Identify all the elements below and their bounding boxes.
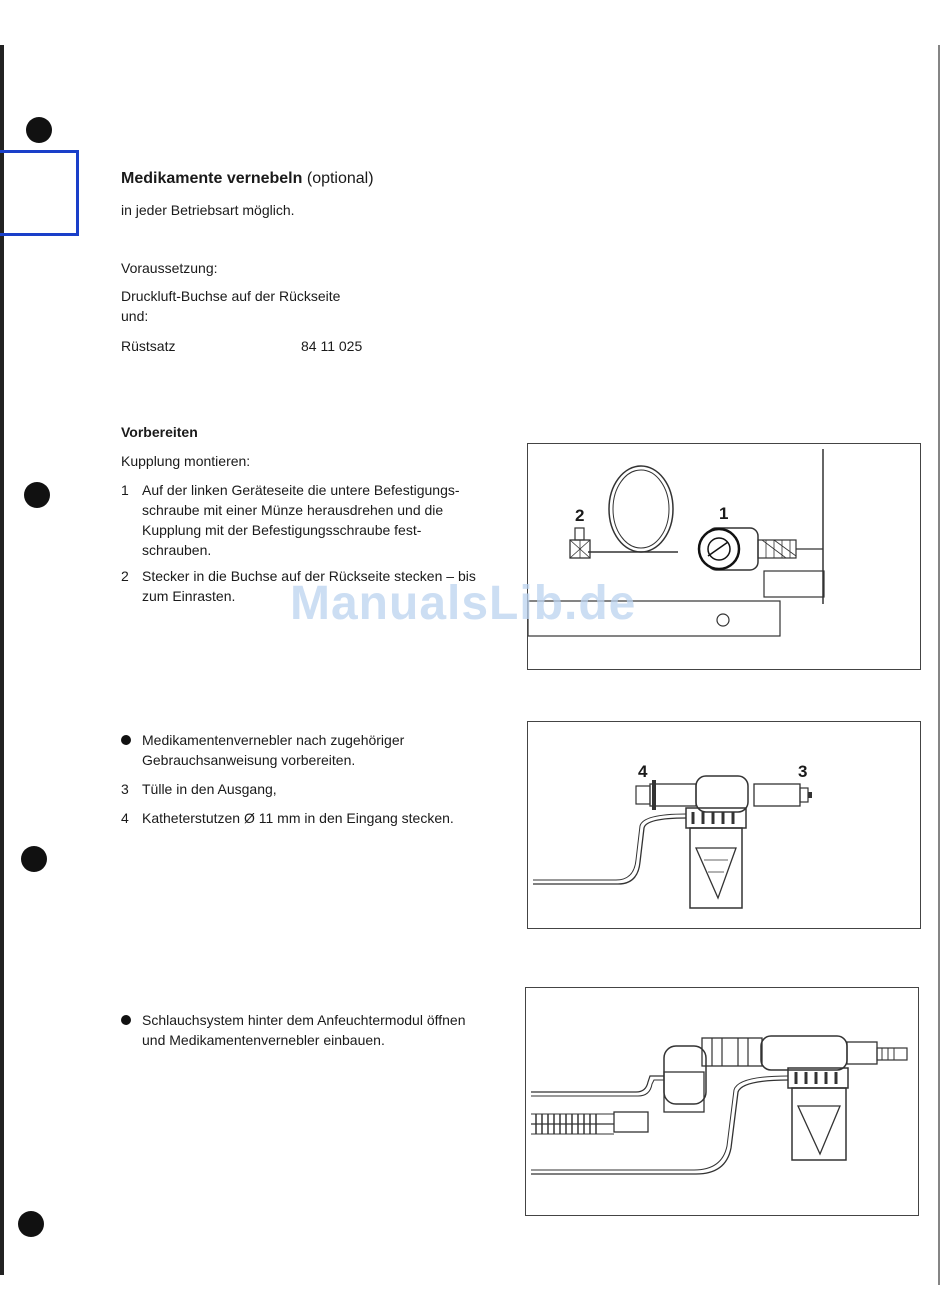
requirements-label: Voraussetzung:	[121, 260, 218, 276]
right-edge	[938, 45, 940, 1285]
prepare-intro: Kupplung montieren:	[121, 453, 251, 469]
punch-hole-4	[18, 1211, 44, 1237]
step-number: 3	[121, 781, 129, 797]
title-main: Medikamente vernebeln	[121, 170, 303, 187]
step-number: 4	[121, 810, 129, 826]
fig1-label-1: 1	[719, 504, 729, 523]
step-number: 1	[121, 482, 129, 498]
figure-hose-system	[525, 987, 919, 1216]
page-subtitle: in jeder Betriebsart möglich.	[121, 202, 295, 218]
bullet-line: Schlauchsystem hinter dem Anfeuchtermodul öffnen	[142, 1012, 466, 1028]
punch-hole-3	[21, 846, 47, 872]
step-line: Kupplung mit der Befestigungsschraube fest-	[142, 522, 422, 538]
prepare-heading: Vorbereiten	[121, 424, 198, 440]
figure-nebulizer	[527, 721, 921, 929]
kit-number: 84 11 025	[301, 338, 363, 354]
step-line: Stecker in die Buchse auf der Rückseite stecken – bis	[142, 568, 476, 584]
requirements-line1: Druckluft-Buchse auf der Rückseite	[121, 288, 341, 304]
step-line: zum Einrasten.	[142, 588, 236, 604]
fig2-label-3: 3	[798, 762, 808, 781]
watermark-text: ManualsLib.de	[290, 577, 637, 630]
step-line: schraube mit einer Münze herausdrehen und die	[142, 502, 444, 518]
page-title	[121, 170, 374, 188]
highlight-box	[0, 150, 79, 236]
punch-hole-2	[24, 482, 50, 508]
hose-system-illustration	[526, 988, 918, 1215]
fig2-label-4: 4	[638, 762, 648, 781]
step-text: Tülle in den Ausgang,	[142, 781, 277, 797]
bullet-icon	[121, 735, 131, 745]
bullet-line: Medikamentenvernebler nach zugehöriger	[142, 732, 405, 748]
step-line: schrauben.	[142, 542, 212, 558]
coupling-illustration	[528, 444, 920, 669]
requirements-line2: und:	[121, 308, 149, 324]
title-optional: (optional)	[306, 170, 374, 187]
figure-coupling	[527, 443, 921, 670]
step-text: Katheterstutzen Ø 11 mm in den Eingang stecken.	[142, 810, 454, 826]
punch-hole-1	[26, 117, 52, 143]
nebulizer-illustration	[528, 722, 920, 928]
bullet-line: und Medikamentenvernebler einbauen.	[142, 1032, 385, 1048]
kit-name: Rüstsatz	[121, 338, 176, 354]
bullet-icon	[121, 1015, 131, 1025]
step-line: Auf der linken Geräteseite die untere Befestigungs-	[142, 482, 460, 498]
bullet-line: Gebrauchsanweisung vorbereiten.	[142, 752, 356, 768]
step-number: 2	[121, 568, 129, 584]
fig1-label-2: 2	[575, 506, 585, 525]
